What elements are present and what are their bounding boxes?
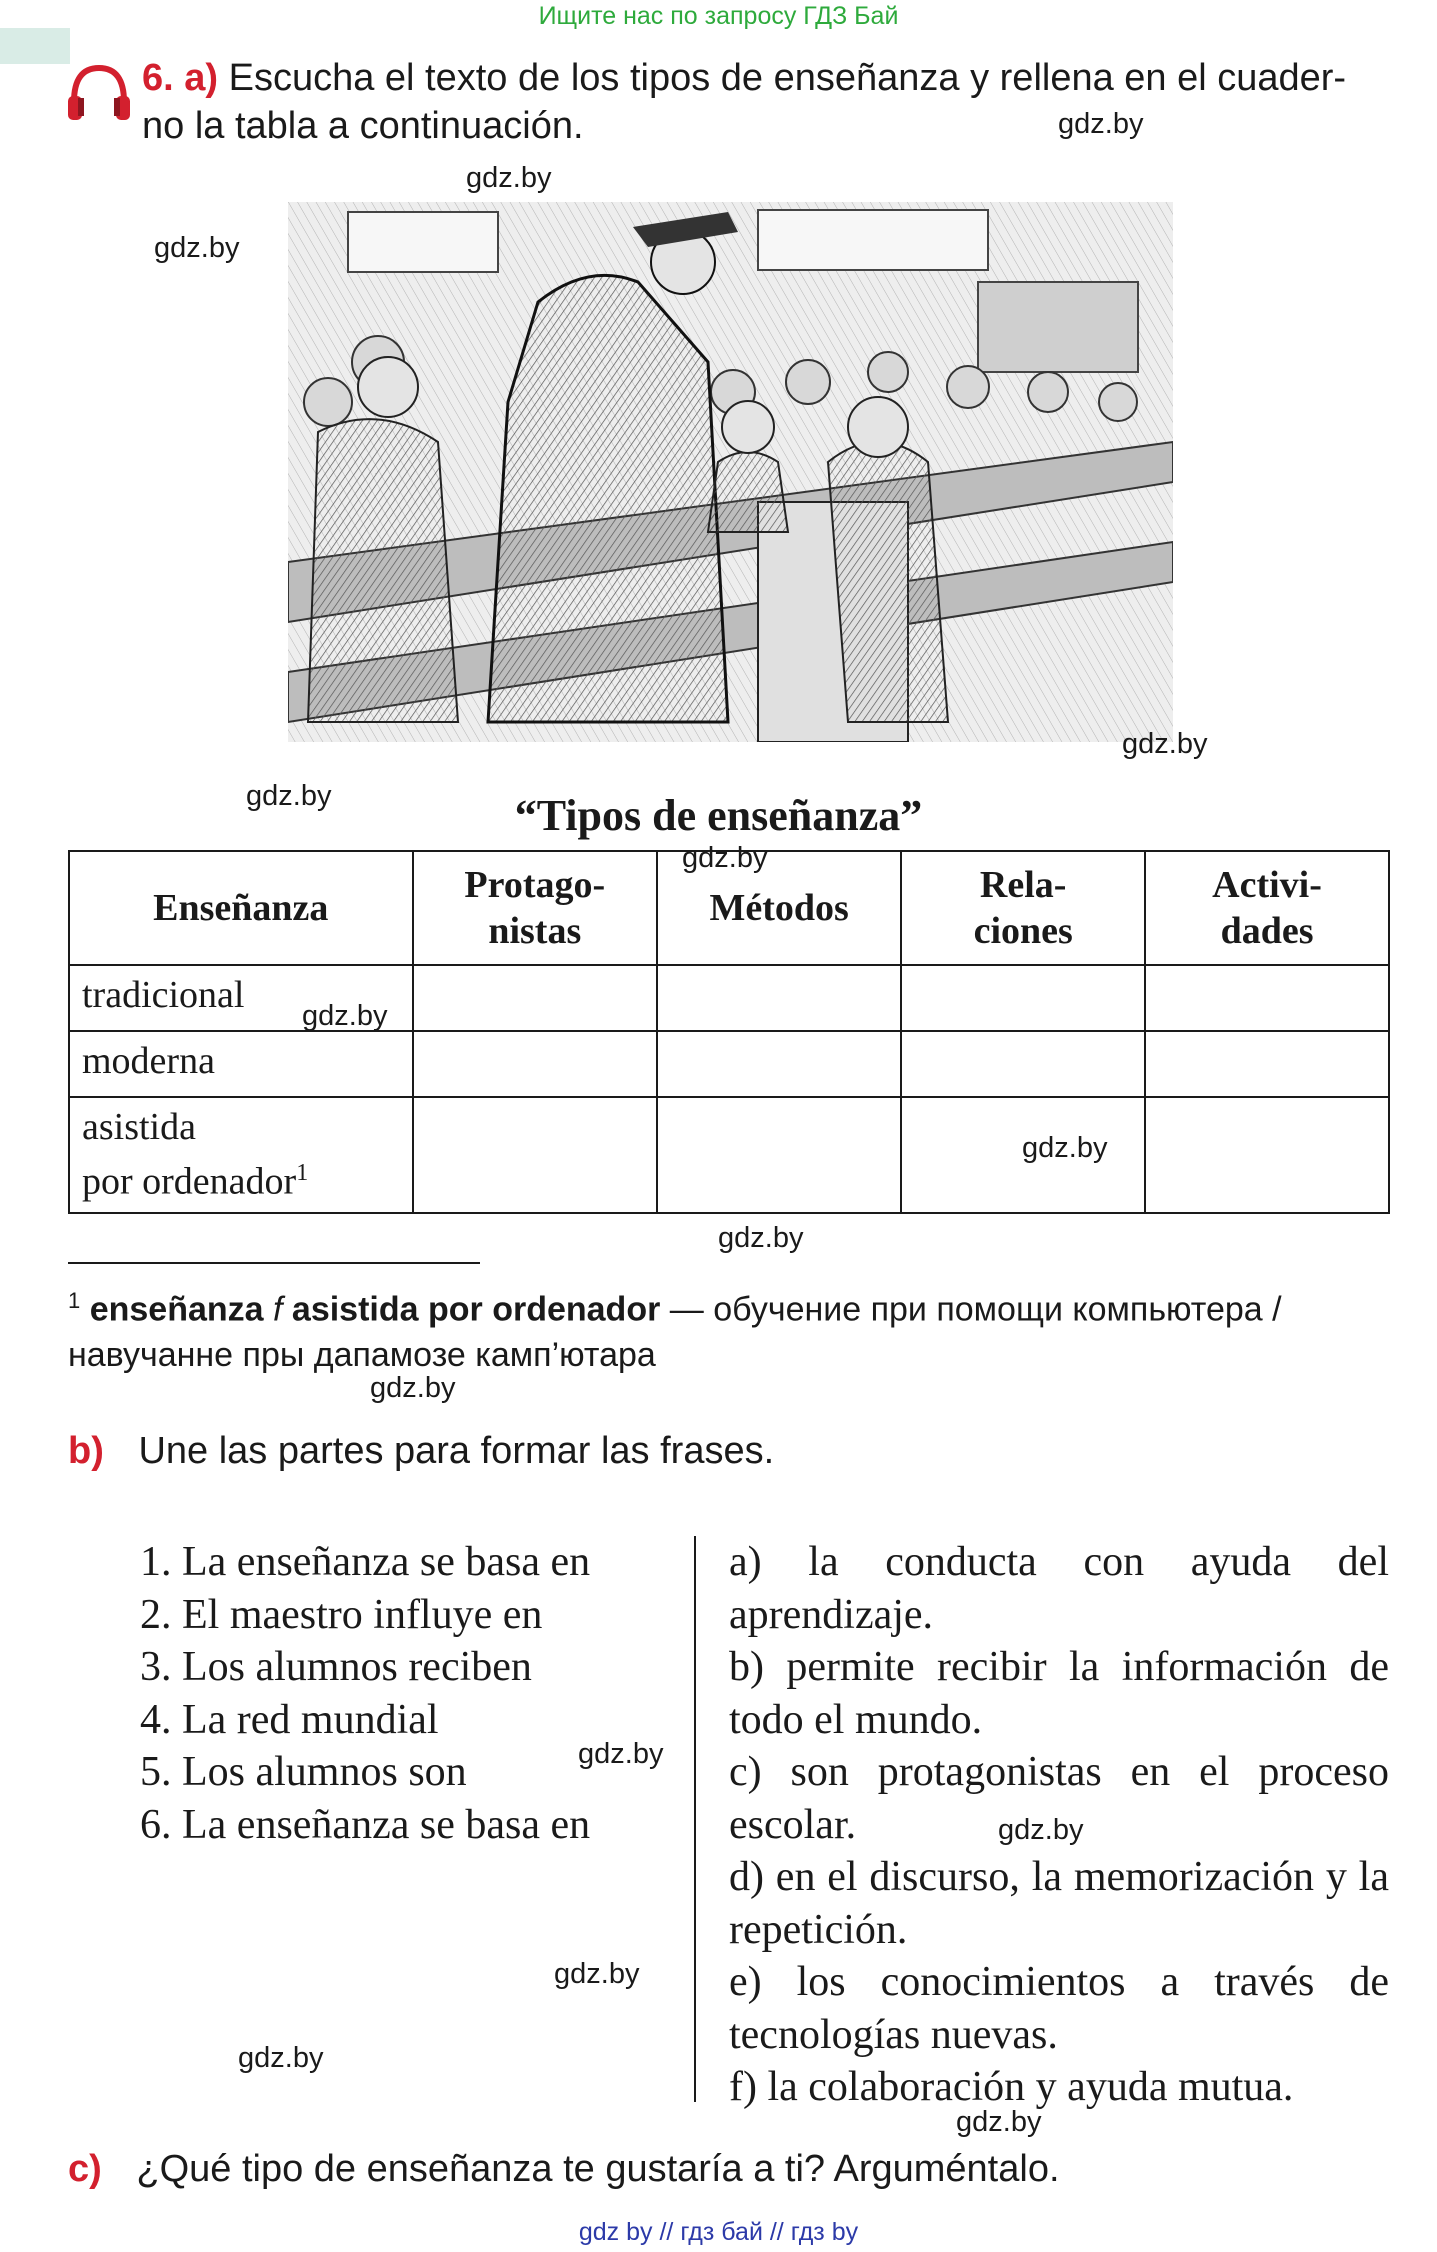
header-relaciones xyxy=(901,851,1145,965)
list-item: c) son protagonistas en el proceso escolar. xyxy=(729,1749,1389,1848)
table-cell[interactable] xyxy=(413,965,657,1031)
watermark: gdz.by xyxy=(238,2042,324,2074)
table-cell[interactable] xyxy=(413,1097,657,1213)
watermark: gdz.by xyxy=(718,1222,804,1254)
watermark: gdz.by xyxy=(246,780,332,812)
footnote-term-rest: asistida por ordenador xyxy=(291,1290,661,1329)
footnote-rule xyxy=(68,1262,480,1264)
table-cell[interactable] xyxy=(657,965,901,1031)
part-c-question xyxy=(68,2148,1060,2191)
watermark: gdz.by xyxy=(466,162,552,194)
table-row xyxy=(69,965,1389,1031)
table-row xyxy=(69,1097,1389,1213)
table-title: “Tipos de enseñanza” xyxy=(514,791,923,840)
header-label: Protago- nistas xyxy=(464,864,606,952)
table-cell[interactable] xyxy=(901,1031,1145,1097)
instruction-line-2: no la tabla a continuación. xyxy=(142,105,584,147)
bottom-site-note: gdz by // гдз бай // гдз by xyxy=(578,2218,859,2246)
table-cell[interactable] xyxy=(1145,1031,1389,1097)
table-cell[interactable] xyxy=(413,1031,657,1097)
left-sentence-list xyxy=(140,1536,590,1851)
table-row xyxy=(69,1031,1389,1097)
list-item: e) los conocimientos a través de tecnologías nuevas. xyxy=(729,1959,1389,2058)
header-ensenanza xyxy=(69,851,413,965)
list-item: d) en el discurso, la memorización y la repetición. xyxy=(729,1854,1389,1953)
watermark: gdz.by xyxy=(578,1738,664,1770)
header-protagonistas xyxy=(413,851,657,965)
list-item: 3. Los alumnos reciben xyxy=(140,1644,532,1690)
watermark: gdz.by xyxy=(682,842,768,874)
list-item: 5. Los alumnos son xyxy=(140,1749,467,1795)
table-cell[interactable] xyxy=(901,965,1145,1031)
header-label: Enseñanza xyxy=(153,887,329,929)
table-cell[interactable] xyxy=(657,1031,901,1097)
watermark: gdz.by xyxy=(1058,108,1144,140)
list-item: 6. La enseñanza se basa en xyxy=(140,1801,591,1848)
list-item: f) la colaboración y ayuda mutua. xyxy=(729,2064,1294,2110)
table-cell[interactable] xyxy=(1145,1097,1389,1213)
list-item: 2. El maestro influye en xyxy=(140,1591,543,1638)
part-b-letter: b) xyxy=(68,1430,104,1472)
column-divider xyxy=(694,1536,696,2102)
watermark: gdz.by xyxy=(370,1372,456,1404)
row-label-tradicional: tradicional xyxy=(69,965,413,1031)
part-b-instruction xyxy=(68,1430,774,1473)
exercise-number: 6. а) xyxy=(142,57,219,99)
watermark: gdz.by xyxy=(956,2106,1042,2138)
part-c-text: ¿Qué tipo de enseñanza te gustaría a ti? Arguméntalo. xyxy=(136,2148,1060,2190)
header-label: Activi- dades xyxy=(1212,864,1322,952)
top-site-note: Ищите нас по запросу ГДЗ Бай xyxy=(538,2,899,30)
table-cell[interactable] xyxy=(657,1097,901,1213)
header-label: Rela- ciones xyxy=(973,864,1073,952)
corner-tab xyxy=(0,28,70,64)
watermark: gdz.by xyxy=(154,232,240,264)
watermark: gdz.by xyxy=(1122,728,1208,760)
footnote-term: enseñanza xyxy=(89,1290,264,1329)
headphones-icon xyxy=(66,62,132,122)
footnote-number: 1 xyxy=(68,1288,81,1313)
footnote-ref: 1 xyxy=(296,1160,309,1186)
list-item: a) la conducta con ayuda del aprendizaje. xyxy=(729,1539,1389,1638)
footnote-gender: f xyxy=(273,1290,283,1329)
footnote xyxy=(68,1278,1408,1378)
list-item: b) permite recibir la información de todo el mundo. xyxy=(729,1644,1389,1743)
list-item: 4. La red mundial xyxy=(140,1696,439,1743)
part-c-letter: c) xyxy=(68,2148,102,2190)
types-table xyxy=(68,850,1390,1214)
watermark: gdz.by xyxy=(998,1814,1084,1846)
part-b-text: Une las partes para formar las frases. xyxy=(138,1430,775,1472)
row-label-text: asistida por ordenador xyxy=(82,1106,297,1203)
instruction-line-1: Escucha el texto de los tipos de enseñanza y rellena en el cuader- xyxy=(228,57,1347,99)
list-item: 1. La enseñanza se basa en xyxy=(140,1539,591,1585)
row-label-moderna: moderna xyxy=(69,1031,413,1097)
row-label-asistida xyxy=(69,1097,413,1213)
header-actividades xyxy=(1145,851,1389,965)
watermark: gdz.by xyxy=(1022,1132,1108,1164)
footnote-translation-2: навучанне пры дапамозе камп’ютара xyxy=(68,1336,656,1375)
header-label: Métodos xyxy=(709,887,849,929)
watermark: gdz.by xyxy=(302,1000,388,1032)
footnote-translation-1: — обучение при помощи компьютера / xyxy=(660,1290,1282,1329)
watermark: gdz.by xyxy=(554,1958,640,1990)
classroom-illustration xyxy=(288,202,1173,742)
exercise-instruction xyxy=(142,54,1402,150)
table-cell[interactable] xyxy=(1145,965,1389,1031)
